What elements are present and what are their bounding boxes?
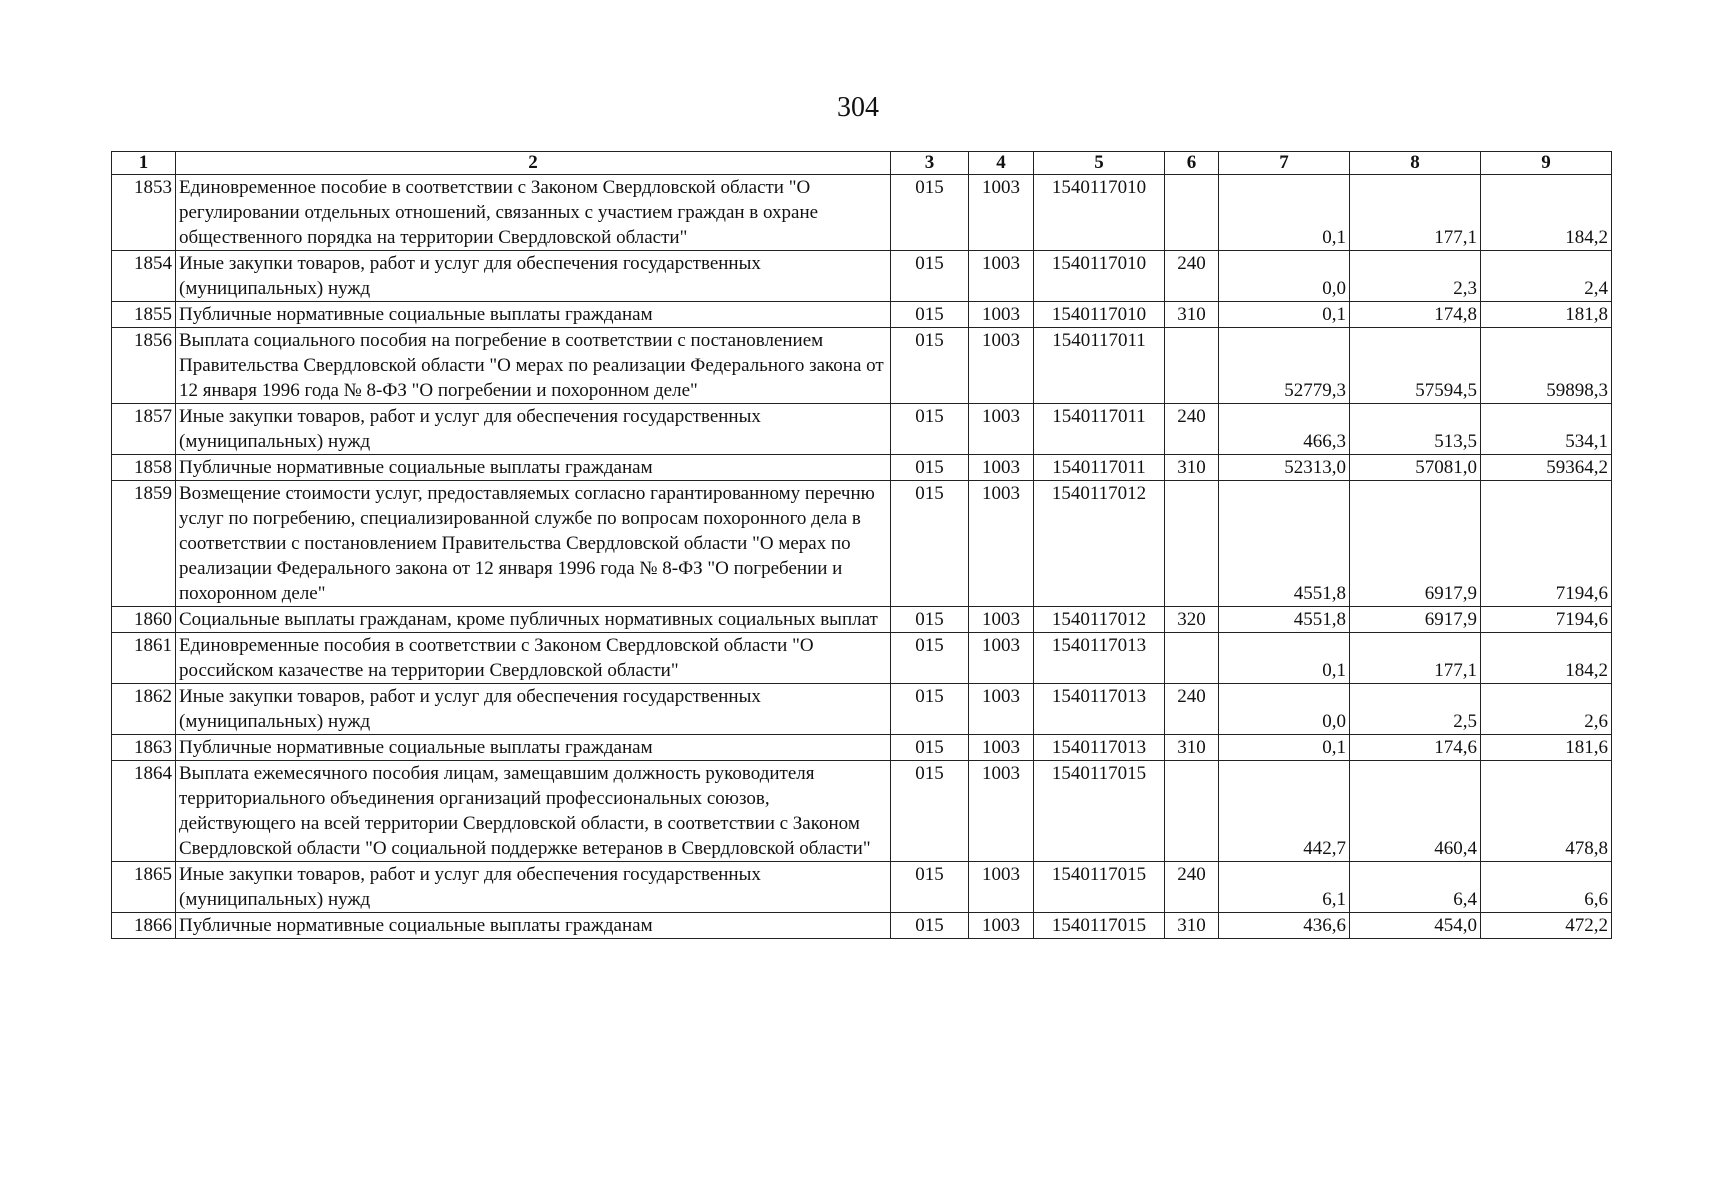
section-code: 1003 bbox=[969, 175, 1034, 251]
expense-type-code: 310 bbox=[1165, 455, 1219, 481]
admin-code: 015 bbox=[891, 684, 969, 735]
section-code: 1003 bbox=[969, 633, 1034, 684]
section-code: 1003 bbox=[969, 251, 1034, 302]
amount-col-9: 59898,3 bbox=[1481, 328, 1612, 404]
row-description: Публичные нормативные социальные выплаты гражданам bbox=[176, 455, 891, 481]
expense-type-code bbox=[1165, 481, 1219, 607]
amount-col-9: 478,8 bbox=[1481, 761, 1612, 862]
admin-code: 015 bbox=[891, 761, 969, 862]
amount-col-8: 2,3 bbox=[1350, 251, 1481, 302]
amount-col-8: 57594,5 bbox=[1350, 328, 1481, 404]
amount-col-7: 0,1 bbox=[1219, 633, 1350, 684]
row-description: Публичные нормативные социальные выплаты гражданам bbox=[176, 302, 891, 328]
column-header: 9 bbox=[1481, 152, 1612, 175]
admin-code: 015 bbox=[891, 481, 969, 607]
admin-code: 015 bbox=[891, 175, 969, 251]
amount-col-8: 6917,9 bbox=[1350, 607, 1481, 633]
amount-col-7: 52313,0 bbox=[1219, 455, 1350, 481]
expense-type-code bbox=[1165, 761, 1219, 862]
row-number: 1860 bbox=[112, 607, 176, 633]
amount-col-7: 4551,8 bbox=[1219, 481, 1350, 607]
section-code: 1003 bbox=[969, 735, 1034, 761]
target-item-code: 1540117013 bbox=[1034, 684, 1165, 735]
column-header: 2 bbox=[176, 152, 891, 175]
amount-col-7: 0,0 bbox=[1219, 251, 1350, 302]
row-number: 1861 bbox=[112, 633, 176, 684]
row-number: 1859 bbox=[112, 481, 176, 607]
expense-type-code bbox=[1165, 328, 1219, 404]
column-header: 1 bbox=[112, 152, 176, 175]
amount-col-7: 52779,3 bbox=[1219, 328, 1350, 404]
amount-col-8: 454,0 bbox=[1350, 913, 1481, 939]
column-header: 8 bbox=[1350, 152, 1481, 175]
amount-col-9: 181,6 bbox=[1481, 735, 1612, 761]
amount-col-7: 0,1 bbox=[1219, 175, 1350, 251]
table-row bbox=[112, 607, 1612, 633]
amount-col-8: 177,1 bbox=[1350, 175, 1481, 251]
amount-col-8: 460,4 bbox=[1350, 761, 1481, 862]
target-item-code: 1540117015 bbox=[1034, 862, 1165, 913]
target-item-code: 1540117011 bbox=[1034, 404, 1165, 455]
amount-col-7: 6,1 bbox=[1219, 862, 1350, 913]
table-row bbox=[112, 251, 1612, 302]
row-number: 1854 bbox=[112, 251, 176, 302]
section-code: 1003 bbox=[969, 761, 1034, 862]
row-description: Единовременное пособие в соответствии с Законом Свердловской области "О регулировании отдельных отношений, связанных с участием граждан в охране общественного порядка на территории Свердловской области" bbox=[176, 175, 891, 251]
admin-code: 015 bbox=[891, 862, 969, 913]
amount-col-8: 2,5 bbox=[1350, 684, 1481, 735]
column-header: 3 bbox=[891, 152, 969, 175]
row-description: Возмещение стоимости услуг, предоставляемых согласно гарантированному перечню услуг по погребению, специализированной службе по вопросам похоронного дела в соответствии с постановлением Правительства Свердловской области "О мерах по реализации Федерального закона от 12 января 1996 года № 8-ФЗ "О погребении и похоронном деле" bbox=[176, 481, 891, 607]
amount-col-9: 59364,2 bbox=[1481, 455, 1612, 481]
section-code: 1003 bbox=[969, 913, 1034, 939]
column-header: 5 bbox=[1034, 152, 1165, 175]
target-item-code: 1540117013 bbox=[1034, 735, 1165, 761]
table-body bbox=[112, 175, 1612, 939]
table-row bbox=[112, 684, 1612, 735]
amount-col-8: 177,1 bbox=[1350, 633, 1481, 684]
section-code: 1003 bbox=[969, 607, 1034, 633]
amount-col-9: 534,1 bbox=[1481, 404, 1612, 455]
expense-type-code: 320 bbox=[1165, 607, 1219, 633]
amount-col-8: 6,4 bbox=[1350, 862, 1481, 913]
row-description: Публичные нормативные социальные выплаты гражданам bbox=[176, 735, 891, 761]
target-item-code: 1540117015 bbox=[1034, 761, 1165, 862]
column-header: 4 bbox=[969, 152, 1034, 175]
admin-code: 015 bbox=[891, 251, 969, 302]
amount-col-9: 7194,6 bbox=[1481, 607, 1612, 633]
table-row bbox=[112, 455, 1612, 481]
table-row bbox=[112, 735, 1612, 761]
target-item-code: 1540117011 bbox=[1034, 455, 1165, 481]
amount-col-7: 436,6 bbox=[1219, 913, 1350, 939]
page-number: 304 bbox=[837, 92, 879, 123]
row-description: Иные закупки товаров, работ и услуг для обеспечения государственных (муниципальных) нужд bbox=[176, 684, 891, 735]
amount-col-9: 6,6 bbox=[1481, 862, 1612, 913]
amount-col-9: 181,8 bbox=[1481, 302, 1612, 328]
admin-code: 015 bbox=[891, 913, 969, 939]
expense-type-code: 240 bbox=[1165, 251, 1219, 302]
row-description: Иные закупки товаров, работ и услуг для обеспечения государственных (муниципальных) нужд bbox=[176, 862, 891, 913]
row-number: 1853 bbox=[112, 175, 176, 251]
amount-col-7: 4551,8 bbox=[1219, 607, 1350, 633]
row-number: 1857 bbox=[112, 404, 176, 455]
amount-col-8: 57081,0 bbox=[1350, 455, 1481, 481]
row-description: Единовременные пособия в соответствии с Законом Свердловской области "О российском казачестве на территории Свердловской области" bbox=[176, 633, 891, 684]
row-number: 1862 bbox=[112, 684, 176, 735]
table-row bbox=[112, 761, 1612, 862]
target-item-code: 1540117012 bbox=[1034, 481, 1165, 607]
admin-code: 015 bbox=[891, 633, 969, 684]
amount-col-7: 466,3 bbox=[1219, 404, 1350, 455]
section-code: 1003 bbox=[969, 302, 1034, 328]
row-number: 1863 bbox=[112, 735, 176, 761]
expense-type-code: 240 bbox=[1165, 404, 1219, 455]
admin-code: 015 bbox=[891, 455, 969, 481]
row-number: 1858 bbox=[112, 455, 176, 481]
amount-col-9: 184,2 bbox=[1481, 633, 1612, 684]
section-code: 1003 bbox=[969, 684, 1034, 735]
amount-col-8: 174,6 bbox=[1350, 735, 1481, 761]
target-item-code: 1540117010 bbox=[1034, 175, 1165, 251]
amount-col-7: 0,1 bbox=[1219, 302, 1350, 328]
amount-col-9: 7194,6 bbox=[1481, 481, 1612, 607]
row-description: Социальные выплаты гражданам, кроме публичных нормативных социальных выплат bbox=[176, 607, 891, 633]
target-item-code: 1540117011 bbox=[1034, 328, 1165, 404]
column-header: 7 bbox=[1219, 152, 1350, 175]
section-code: 1003 bbox=[969, 862, 1034, 913]
row-description: Публичные нормативные социальные выплаты гражданам bbox=[176, 913, 891, 939]
target-item-code: 1540117015 bbox=[1034, 913, 1165, 939]
target-item-code: 1540117012 bbox=[1034, 607, 1165, 633]
target-item-code: 1540117010 bbox=[1034, 251, 1165, 302]
row-number: 1866 bbox=[112, 913, 176, 939]
section-code: 1003 bbox=[969, 455, 1034, 481]
row-number: 1856 bbox=[112, 328, 176, 404]
section-code: 1003 bbox=[969, 481, 1034, 607]
row-description: Иные закупки товаров, работ и услуг для обеспечения государственных (муниципальных) нужд bbox=[176, 404, 891, 455]
table-row bbox=[112, 862, 1612, 913]
row-number: 1864 bbox=[112, 761, 176, 862]
column-header: 6 bbox=[1165, 152, 1219, 175]
admin-code: 015 bbox=[891, 328, 969, 404]
amount-col-8: 513,5 bbox=[1350, 404, 1481, 455]
amount-col-9: 184,2 bbox=[1481, 175, 1612, 251]
table-row bbox=[112, 404, 1612, 455]
amount-col-7: 0,1 bbox=[1219, 735, 1350, 761]
target-item-code: 1540117010 bbox=[1034, 302, 1165, 328]
section-code: 1003 bbox=[969, 404, 1034, 455]
amount-col-9: 472,2 bbox=[1481, 913, 1612, 939]
header-row bbox=[112, 152, 1612, 175]
table-row bbox=[112, 328, 1612, 404]
amount-col-7: 442,7 bbox=[1219, 761, 1350, 862]
row-number: 1865 bbox=[112, 862, 176, 913]
admin-code: 015 bbox=[891, 735, 969, 761]
expense-type-code: 310 bbox=[1165, 735, 1219, 761]
section-code: 1003 bbox=[969, 328, 1034, 404]
expense-type-code bbox=[1165, 175, 1219, 251]
table-row bbox=[112, 633, 1612, 684]
expense-type-code: 240 bbox=[1165, 862, 1219, 913]
admin-code: 015 bbox=[891, 302, 969, 328]
table-row bbox=[112, 481, 1612, 607]
amount-col-8: 174,8 bbox=[1350, 302, 1481, 328]
table-row bbox=[112, 913, 1612, 939]
target-item-code: 1540117013 bbox=[1034, 633, 1165, 684]
budget-table bbox=[111, 151, 1612, 939]
amount-col-9: 2,4 bbox=[1481, 251, 1612, 302]
amount-col-7: 0,0 bbox=[1219, 684, 1350, 735]
table-row bbox=[112, 175, 1612, 251]
row-description: Выплата ежемесячного пособия лицам, замещавшим должность руководителя территориального объединения организаций профессиональных союзов, действующего на всей территории Свердловской области, в соответствии с Законом Свердловской области "О социальной поддержке ветеранов в Свердловской области" bbox=[176, 761, 891, 862]
expense-type-code: 310 bbox=[1165, 302, 1219, 328]
expense-type-code: 310 bbox=[1165, 913, 1219, 939]
row-number: 1855 bbox=[112, 302, 176, 328]
admin-code: 015 bbox=[891, 607, 969, 633]
amount-col-8: 6917,9 bbox=[1350, 481, 1481, 607]
expense-type-code bbox=[1165, 633, 1219, 684]
expense-type-code: 240 bbox=[1165, 684, 1219, 735]
row-description: Выплата социального пособия на погребение в соответствии с постановлением Правительства Свердловской области "О мерах по реализации Федерального закона от 12 января 1996 года № 8-ФЗ "О погребении и похоронном деле" bbox=[176, 328, 891, 404]
table-row bbox=[112, 302, 1612, 328]
amount-col-9: 2,6 bbox=[1481, 684, 1612, 735]
admin-code: 015 bbox=[891, 404, 969, 455]
row-description: Иные закупки товаров, работ и услуг для обеспечения государственных (муниципальных) нужд bbox=[176, 251, 891, 302]
